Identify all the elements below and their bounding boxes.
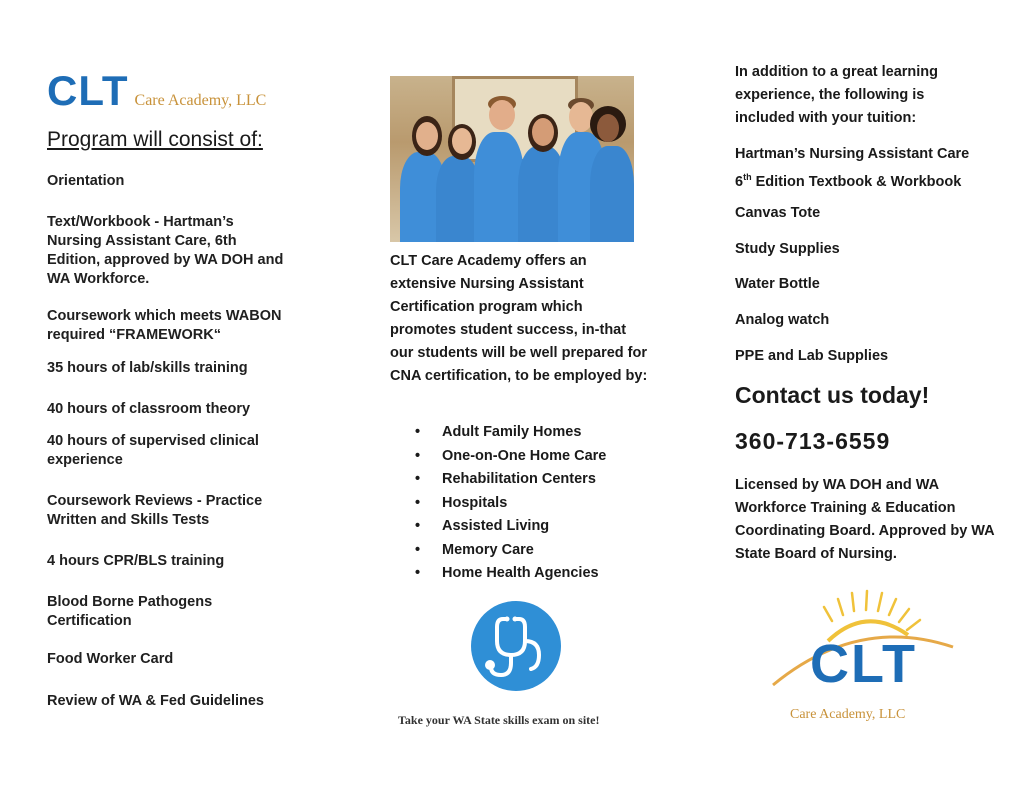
- program-item: Coursework Reviews - Practice Written and Skills Tests: [47, 493, 263, 528]
- employer-item: • Rehabilitation Centers: [415, 468, 606, 492]
- program-item: Text/Workbook - Hartman’s Nursing Assistant Care, 6th Edition, approved by WA DOH and WA Workforce.: [47, 214, 284, 287]
- stethoscope-icon: [471, 601, 561, 691]
- brand-logo-bottom: [768, 585, 958, 725]
- logo-name: Care Academy, LLC: [134, 92, 267, 109]
- tuition-item: Canvas Tote: [735, 205, 821, 221]
- logo-name: Care Academy, LLC: [790, 707, 906, 722]
- employer-item: • Hospitals: [415, 492, 606, 516]
- tuition-item-textbook-line1: Hartman’s Nursing Assistant Care: [735, 146, 970, 162]
- phone-number: 360-713-6559: [735, 428, 891, 454]
- employer-item: • Home Health Agencies: [415, 562, 606, 586]
- brand-logo-top: [47, 67, 267, 114]
- textbook-line2-text: 6th Edition Textbook & Workbook: [735, 172, 962, 190]
- program-item: 40 hours of classroom theory: [47, 401, 251, 417]
- program-item: Coursework which meets WABON required “FRAMEWORK“: [47, 308, 282, 343]
- tuition-item: Water Bottle: [735, 276, 820, 292]
- contact-heading: Contact us today!: [735, 382, 930, 408]
- program-item: Food Worker Card: [47, 651, 174, 667]
- program-item: Blood Borne Pathogens Certification: [47, 594, 213, 629]
- tuition-item: Study Supplies: [735, 241, 840, 257]
- employer-item: • Memory Care: [415, 539, 606, 563]
- program-item: Orientation: [47, 173, 125, 189]
- tuition-item: PPE and Lab Supplies: [735, 348, 889, 364]
- employer-item: • Adult Family Homes: [415, 421, 606, 445]
- program-heading: Program will consist of:: [47, 128, 263, 151]
- exam-note: Take your WA State skills exam on site!: [398, 713, 600, 727]
- program-item: 35 hours of lab/skills training: [47, 360, 248, 376]
- tuition-intro: In addition to a great learning experience, the following is included with your tuition:: [735, 64, 939, 126]
- program-item: 40 hours of supervised clinical experience: [47, 433, 259, 468]
- employer-item: • Assisted Living: [415, 515, 606, 539]
- employer-list: [415, 421, 606, 586]
- program-item: 4 hours CPR/BLS training: [47, 553, 225, 569]
- program-description: CLT Care Academy offers an extensive Nursing Assistant Certification program which promotes student success, in-that our students will be well prepared for CNA certification, to be employed by:: [390, 253, 648, 384]
- license-statement: Licensed by WA DOH and WA Workforce Training & Education Coordinating Board. Approved by WA State Board of Nursing.: [735, 477, 995, 562]
- students-photo: [390, 76, 634, 242]
- logo-abbr: CLT: [810, 634, 917, 694]
- tuition-item: Analog watch: [735, 312, 830, 328]
- employer-item: • One-on-One Home Care: [415, 445, 606, 469]
- logo-abbr: CLT: [47, 67, 129, 114]
- tuition-item-textbook-line2: [735, 166, 961, 194]
- program-item: Review of WA & Fed Guidelines: [47, 693, 264, 709]
